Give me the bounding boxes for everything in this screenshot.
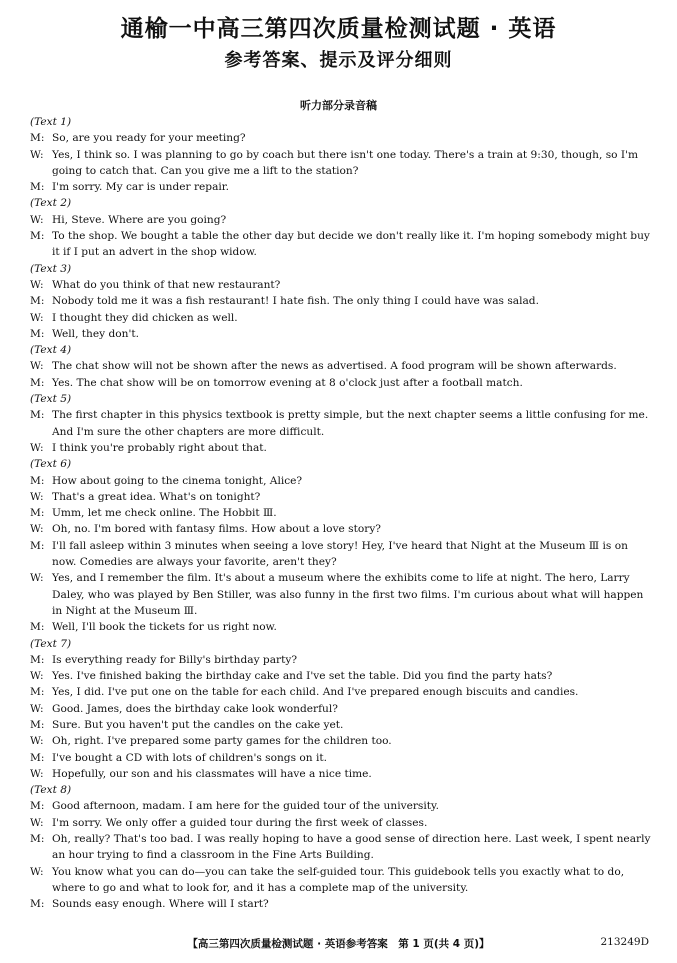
dialogue-text: Well, I'll book the tickets for us right now. [52, 621, 277, 634]
dialogue-line [30, 521, 652, 537]
speaker-tag: M: [30, 653, 45, 666]
dialogue-line [30, 293, 652, 309]
text-label: (Text 3) [30, 262, 72, 275]
speaker-tag: W: [30, 278, 44, 291]
dialogue-text: The chat show will not be shown after the news as advertised. A food program will be shown afterwards. [52, 360, 617, 373]
dialogue-line [30, 766, 652, 782]
text-label: (Text 6) [30, 458, 72, 471]
dialogue-line [30, 212, 652, 228]
dialogue-text: Oh, no. I'm bored with fantasy films. How about a love story? [52, 523, 381, 536]
dialogue-line [30, 310, 652, 326]
dialogue-line [30, 130, 652, 146]
dialogue-line [30, 489, 652, 505]
dialogue-line [30, 652, 652, 668]
speaker-tag: M: [30, 230, 45, 243]
dialogue-line [30, 668, 652, 684]
dialogue-line [30, 864, 652, 897]
dialogue-line [30, 277, 652, 293]
speaker-tag: W: [30, 702, 44, 715]
dialogue-text: How about going to the cinema tonight, Alice? [52, 474, 303, 487]
dialogue-text: I've bought a CD with lots of children's songs on it. [52, 751, 327, 764]
dialogue-line [30, 701, 652, 717]
dialogue-text: I'm sorry. We only offer a guided tour during the first week of classes. [52, 816, 428, 829]
dialogue-line [30, 619, 652, 635]
speaker-tag: M: [30, 718, 45, 731]
dialogue-text: Yes, and I remember the film. It's about a museum where the exhibits come to life at night. The hero, Larry Daley, who was played by Ben Stiller, was also funny in the first two films. I'm curious about what will happen in Night at the Museum Ⅲ. [52, 572, 644, 617]
dialogue-line [30, 179, 652, 195]
footer-page-info: 【高三第四次质量检测试题 · 英语参考答案 第 1 页(共 4 页)】 [187, 938, 490, 950]
dialogue-text: Yes. I've finished baking the birthday cake and I've set the table. Did you find the party hats? [52, 670, 553, 683]
speaker-tag: W: [30, 523, 44, 536]
speaker-tag: M: [30, 686, 45, 699]
dialogue-text: Hopefully, our son and his classmates will have a nice time. [52, 767, 372, 780]
speaker-tag: W: [30, 767, 44, 780]
speaker-tag: W: [30, 441, 44, 454]
dialogue-line [30, 358, 652, 374]
speaker-tag: M: [30, 621, 45, 634]
dialogue-line [30, 733, 652, 749]
speaker-tag: M: [30, 409, 45, 422]
dialogue-text: Sure. But you haven't put the candles on the cake yet. [52, 718, 344, 731]
speaker-tag: W: [30, 572, 44, 585]
text-label: (Text 1) [30, 116, 72, 128]
speaker-tag: M: [30, 833, 45, 846]
dialogue-text: Good afternoon, madam. I am here for the guided tour of the university. [52, 800, 439, 813]
speaker-tag: W: [30, 490, 44, 503]
dialogue-text: To the shop. We bought a table the other day but decide we don't really like it. I'm hoping somebody might buy it if I put an advert in the shop widow. [52, 230, 650, 259]
speaker-tag: M: [30, 800, 45, 813]
document-subtitle: 参考答案、提示及评分细则 [224, 50, 453, 71]
dialogue-text: Well, they don't. [52, 327, 140, 340]
text-label: (Text 8) [30, 784, 72, 797]
text-label: (Text 4) [30, 344, 72, 357]
speaker-tag: W: [30, 311, 44, 324]
page-footer [0, 936, 677, 954]
dialogue-line [30, 473, 652, 489]
text-label: (Text 2) [30, 197, 72, 210]
speaker-tag: M: [30, 539, 45, 552]
dialogue-line [30, 407, 652, 440]
dialogue-text: Oh, really? That's too bad. I was really hoping to have a good sense of direction here. Last week, I spent nearly an hour trying to find a classroom in the Fine Arts Building. [52, 833, 651, 862]
speaker-tag: W: [30, 816, 44, 829]
dialogue-line [30, 375, 652, 391]
dialogue-line [30, 798, 652, 814]
dialogue-text: Umm, let me check online. The Hobbit Ⅲ. [52, 507, 277, 520]
dialogue-line [30, 717, 652, 733]
dialogue-line [30, 684, 652, 700]
dialogue-text: Hi, Steve. Where are you going? [52, 213, 227, 226]
dialogue-line [30, 896, 652, 912]
speaker-tag: M: [30, 376, 45, 389]
dialogue-text: Is everything ready for Billy's birthday party? [52, 653, 298, 666]
speaker-tag: W: [30, 148, 44, 161]
dialogue-line [30, 505, 652, 521]
speaker-tag: W: [30, 360, 44, 373]
speaker-tag: W: [30, 735, 44, 748]
dialogue-text: The first chapter in this physics textbook is pretty simple, but the next chapter seems a little confusing for me. And I'm sure the other chapters are more difficult. [52, 409, 649, 438]
dialogue-text: Yes, I think so. I was planning to go by coach but there isn't one today. There's a train at 9:30, though, so I'm going to catch that. Can you give me a lift to the station? [52, 148, 639, 177]
dialogue-line [30, 538, 652, 571]
speaker-tag: M: [30, 474, 45, 487]
dialogue-text: I think you're probably right about that. [52, 441, 267, 454]
dialogue-text: Good. James, does the birthday cake look wonderful? [52, 702, 338, 715]
speaker-tag: M: [30, 898, 45, 911]
text-label: (Text 7) [30, 637, 72, 650]
dialogue-text: Yes, I did. I've put one on the table for each child. And I've prepared enough biscuits and candies. [52, 686, 579, 699]
dialogue-text: I'm sorry. My car is under repair. [52, 181, 230, 194]
dialogue-text: I'll fall asleep within 3 minutes when seeing a love story! Hey, I've heard that Night at the Museum Ⅲ is on now. Comedies are always your favorite, aren't they? [52, 539, 628, 569]
speaker-tag: M: [30, 181, 45, 194]
speaker-tag: M: [30, 132, 45, 145]
dialogue-line [30, 326, 652, 342]
dialogue-text: Oh, right. I've prepared some party games for the children too. [52, 735, 392, 748]
dialogue-line [30, 750, 652, 766]
dialogue-text: That's a great idea. What's on tonight? [52, 490, 261, 503]
transcript [30, 114, 652, 913]
speaker-tag: W: [30, 670, 44, 683]
dialogue-line [30, 831, 652, 864]
dialogue-line [30, 815, 652, 831]
document-title: 通榆一中高三第四次质量检测试题 · 英语 [120, 16, 557, 42]
speaker-tag: W: [30, 213, 44, 226]
dialogue-text: So, are you ready for your meeting? [52, 132, 246, 145]
speaker-tag: M: [30, 507, 45, 520]
section-heading: 听力部分录音稿 [300, 99, 377, 112]
speaker-tag: M: [30, 751, 45, 764]
dialogue-line [30, 570, 652, 619]
dialogue-text: Nobody told me it was a fish restaurant! I hate fish. The only thing I could have was salad. [52, 295, 539, 308]
speaker-tag: W: [30, 865, 44, 878]
dialogue-text: Sounds easy enough. Where will I start? [52, 898, 269, 911]
dialogue-text: You know what you can do—you can take the self-guided tour. This guidebook tells you exactly what to do, where to go and what to look for, and it has a complete map of the university. [52, 865, 625, 894]
dialogue-line [30, 440, 652, 456]
dialogue-line [30, 147, 652, 180]
dialogue-text: I thought they did chicken as well. [52, 311, 238, 324]
speaker-tag: M: [30, 295, 45, 308]
text-label: (Text 5) [30, 393, 72, 406]
speaker-tag: M: [30, 327, 45, 340]
dialogue-line [30, 228, 652, 261]
footer-code: 213249D [600, 936, 649, 948]
dialogue-text: What do you think of that new restaurant? [52, 278, 281, 291]
dialogue-text: Yes. The chat show will be on tomorrow evening at 8 o'clock just after a football match. [52, 376, 523, 389]
